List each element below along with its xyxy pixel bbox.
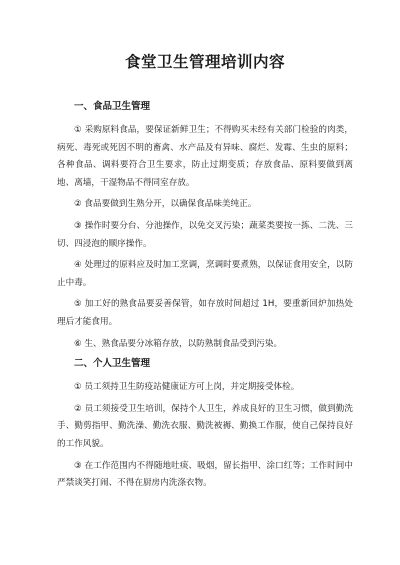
section-heading: 一、食品卫生管理 [74,101,151,112]
paragraph: ③ 操作时要分台、分池操作，以免交叉污染；蔬菜类要按一拣、二洗、三切、四浸泡的顺序操作。 [57,220,353,249]
document-title: 食堂卫生管理培训内容 [124,52,285,71]
paragraph: ② 员工须接受卫生培训，保持个人卫生，养成良好的卫生习惯，做到勤洗手、勤剪指甲、勤洗澡、勤洗衣服、勤洗被褥、勤换工作服，使自己保持良好的工作风貌。 [57,403,353,449]
paragraph: ② 食品要做到生熟分开，以确保食品味美纯正。 [74,199,257,210]
paragraph: ③ 在工作范围内不得随地吐痰、吸烟，留长指甲、涂口红等；工作时间中严禁谈笑打闹、不得在厨房内洗涤衣物。 [57,460,353,489]
section-personal-hygiene [57,357,353,493]
paragraph: ⑤ 加工好的熟食品要妥善保管，如存放时间超过 1H，要重新回炉加热处理后才能食用。 [57,299,353,327]
paragraph: ① 员工须持卫生防疫站健康证方可上岗，并定期接受体检。 [74,382,300,393]
paragraph: ④ 处理过的原料应及时加工烹调，烹调时要煮熟，以保证食用安全，以防止中毒。 [57,260,353,288]
section-food-hygiene [57,100,353,353]
section-heading: 二、个人卫生管理 [74,358,151,370]
paragraph: ⑥ 生、熟食品要分冰箱存放，以防熟制食品受到污染。 [74,338,283,349]
paragraph: ① 采购原料食品，要保证新鲜卫生；不得购买未经有关部门检验的肉类，病死、毒死或死因不明的畜禽、水产品及有异味、腐烂、发霉、生虫的原料；各种食品、调料要符合卫生要求，防止过期变质；存放食品、原料要做到离地、离墙，干湿物品不得同室存放。 [57,125,353,188]
